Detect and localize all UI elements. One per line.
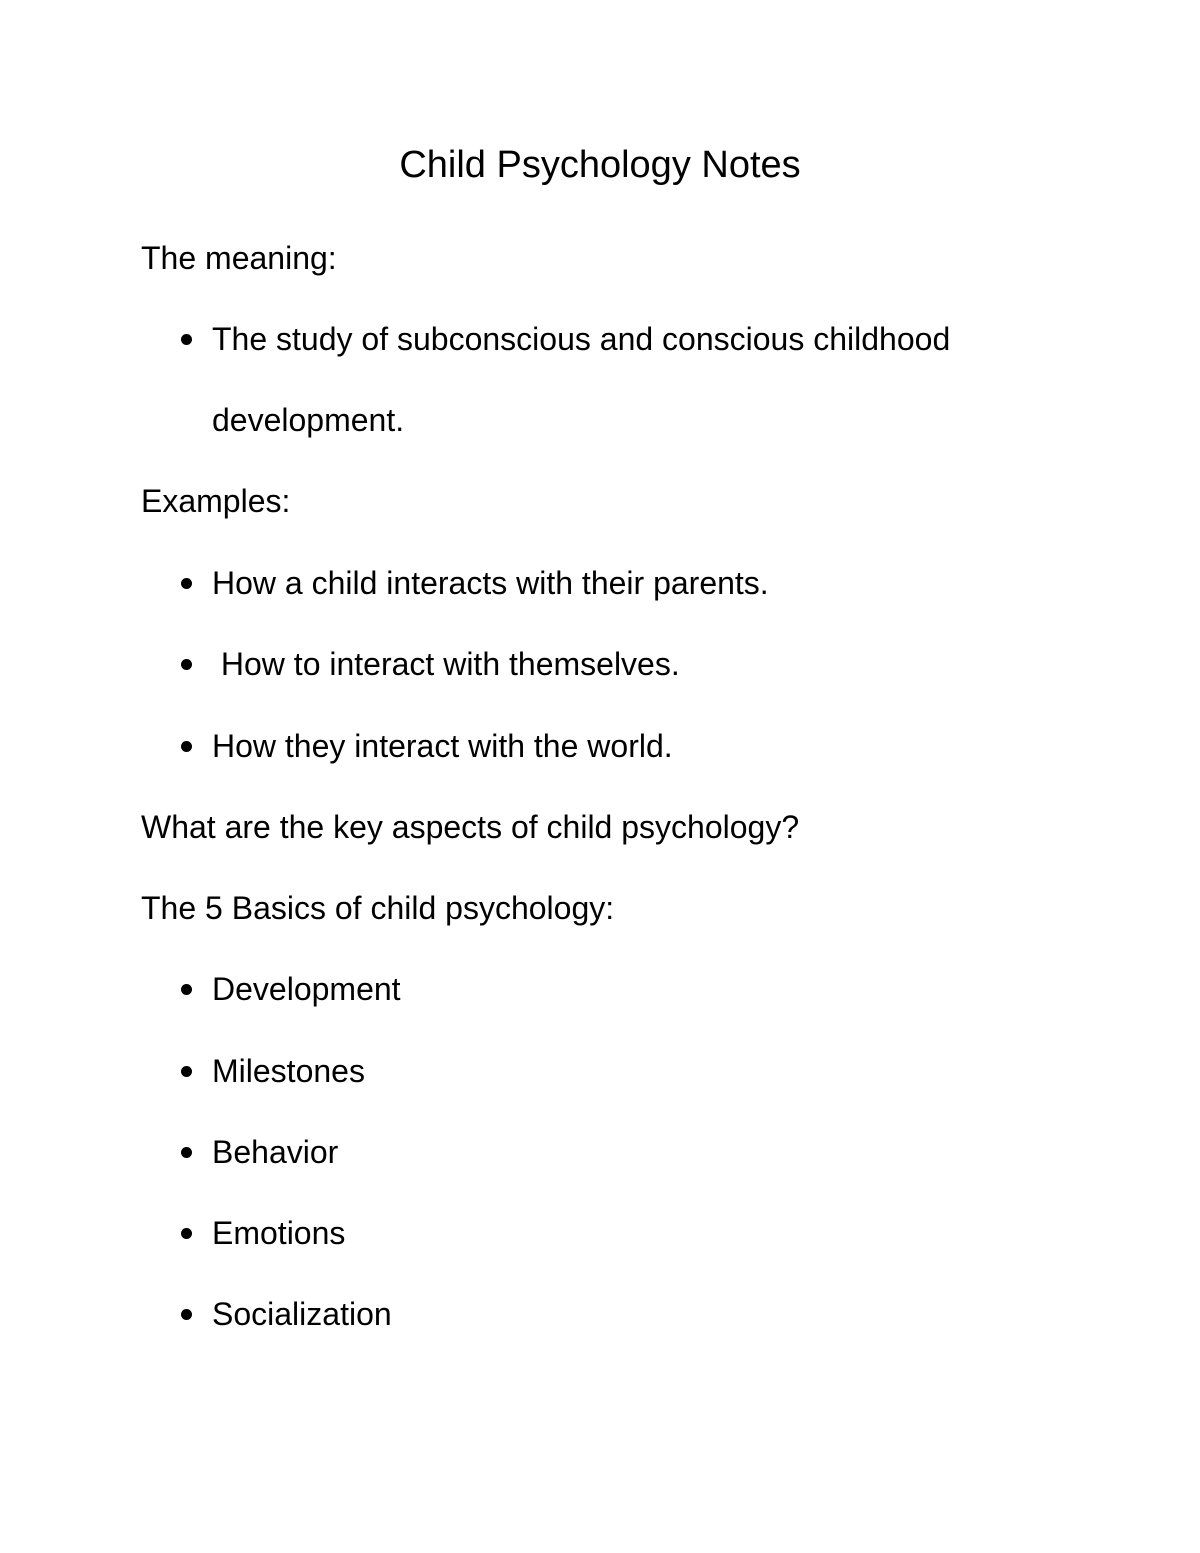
bullet-icon	[181, 984, 192, 995]
section-heading-examples: Examples:	[141, 483, 291, 519]
bullet-icon	[181, 659, 192, 670]
bullet-icon	[181, 741, 192, 752]
list-item: Emotions	[212, 1215, 346, 1251]
bullet-icon	[181, 1066, 192, 1077]
list-item: How to interact with themselves.	[212, 646, 680, 682]
document-title: Child Psychology Notes	[399, 144, 801, 186]
list-item-continuation: development.	[212, 402, 405, 438]
section-heading-meaning: The meaning:	[141, 240, 337, 276]
bullet-icon	[181, 334, 192, 345]
section-heading-basics: The 5 Basics of child psychology:	[141, 890, 615, 926]
list-item: Behavior	[212, 1134, 339, 1170]
list-item: Development	[212, 971, 401, 1007]
bullet-icon	[181, 578, 192, 589]
list-item: The study of subconscious and conscious childhood	[212, 321, 951, 357]
bullet-icon	[181, 1309, 192, 1320]
bullet-icon	[181, 1147, 192, 1158]
list-item: Socialization	[212, 1296, 392, 1332]
list-item: How a child interacts with their parents.	[212, 565, 769, 601]
list-item: How they interact with the world.	[212, 728, 673, 764]
bullet-icon	[181, 1228, 192, 1239]
list-item: Milestones	[212, 1053, 365, 1089]
section-heading-key-aspects: What are the key aspects of child psychology?	[141, 809, 800, 845]
